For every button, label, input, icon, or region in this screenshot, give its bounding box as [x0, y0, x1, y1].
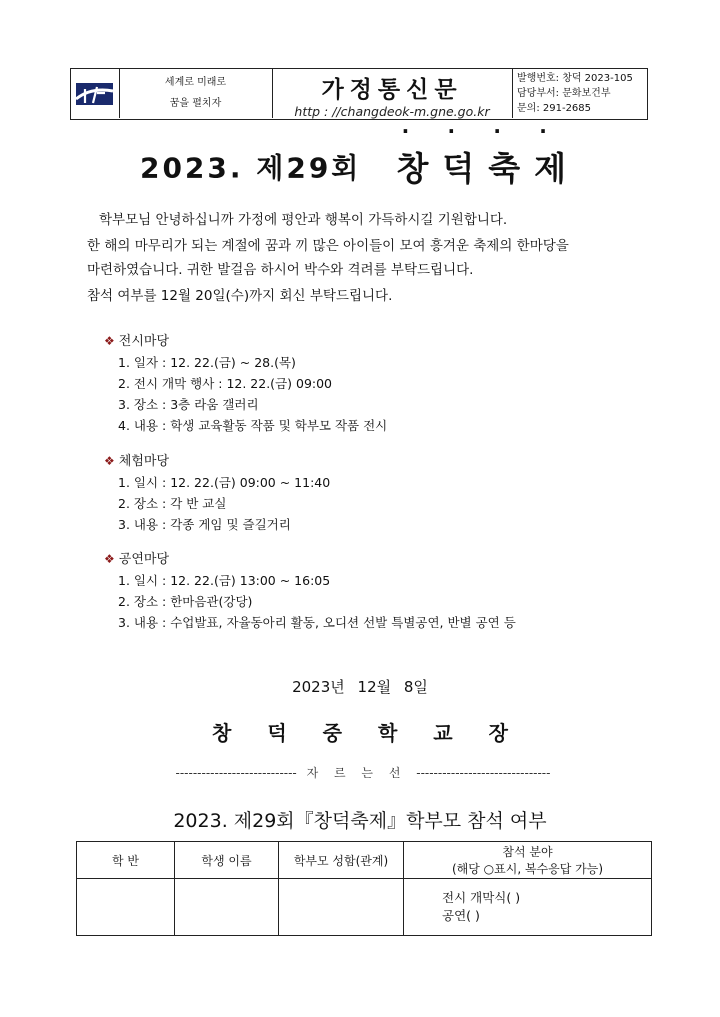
class-field[interactable]: [77, 879, 175, 936]
section-item: 2. 전시 개막 행사 : 12. 22.(금) 09:00: [118, 376, 333, 391]
slogan-cell: [119, 69, 273, 118]
header-class: 학 반: [77, 842, 175, 879]
table-row: [77, 879, 652, 936]
student-name-field[interactable]: [175, 879, 279, 936]
slogan-line-1: 세계로 미래로: [164, 77, 227, 88]
intro-line-3: 마련하였습니다. 귀한 발걸음 하시어 박수와 격려를 부탁드립니다.: [87, 262, 474, 278]
cut-line-text: 자 르 는 선: [306, 766, 407, 780]
reply-form-title: 2023. 제29회『창덕축제』학부모 참석 여부: [173, 810, 547, 832]
option-opening[interactable]: 전시 개막식( ): [442, 890, 521, 905]
festival-name: [396, 149, 580, 188]
header-parent: 학부모 성함(관계): [279, 842, 404, 879]
section-experience: [104, 451, 330, 535]
title-cell: [272, 69, 513, 118]
reply-table: [76, 841, 652, 936]
school-logo-icon: [71, 69, 119, 118]
issue-date: 2023년 12월 8일: [292, 678, 428, 696]
section-item: 3. 내용 : 각종 게임 및 즐길거리: [118, 517, 291, 532]
diamond-bullet-icon: ❖: [104, 454, 115, 468]
section-item: 1. 일자 : 12. 22.(금) ~ 28.(목): [118, 355, 296, 370]
diamond-bullet-icon: ❖: [104, 552, 115, 566]
diamond-bullet-icon: ❖: [104, 334, 115, 348]
principal-signature: 창덕중학교장: [212, 721, 544, 745]
newsletter-title: 가정통신문: [321, 77, 463, 103]
festival-char: 덕: [442, 149, 489, 188]
section-performance: [104, 549, 516, 633]
festival-char: 제: [534, 149, 581, 188]
section-exhibition: [104, 331, 387, 436]
header-attend-line2: (해당 ○표시, 복수응답 가능): [451, 862, 603, 876]
section-item: 1. 일시 : 12. 22.(금) 09:00 ~ 11:40: [118, 475, 331, 490]
main-title: [0, 143, 720, 190]
table-header-row: [77, 842, 652, 879]
logo-cell: [71, 69, 120, 118]
cut-line-dashes: ----------------------------: [175, 766, 297, 780]
parent-name-field[interactable]: [279, 879, 404, 936]
section-item: 4. 내용 : 학생 교육활동 작품 및 학부모 작품 전시: [118, 418, 388, 433]
cut-line: [78, 764, 648, 781]
header-attend-line1: 참석 분야: [502, 845, 553, 859]
title-prefix: 2023. 제29회: [139, 151, 362, 185]
section-item: 2. 장소 : 한마음관(강당): [118, 594, 253, 609]
intro-line-2: 한 해의 마무리가 되는 계절에 꿈과 끼 많은 아이들이 모여 흥겨운 축제의 한마당을: [87, 238, 569, 254]
cut-line-dashes: -------------------------------: [416, 766, 551, 780]
issue-info-cell: [512, 69, 647, 118]
section-item: 3. 장소 : 3층 라움 갤러리: [118, 397, 259, 412]
header-attend: [404, 842, 652, 879]
section-item: 2. 장소 : 각 반 교실: [118, 496, 227, 511]
section-heading: ❖ 체험마당: [104, 454, 169, 469]
slogan-line-2: 꿈을 펼치자: [169, 98, 222, 109]
school-url[interactable]: http : //changdeok-m.gne.go.kr: [294, 104, 490, 119]
festival-char: 축: [488, 149, 535, 188]
option-performance[interactable]: 공연( ): [442, 908, 480, 923]
section-heading: ❖ 전시마당: [104, 334, 169, 349]
intro-line-1: 학부모님 안녕하십니까 가정에 평안과 행복이 가득하시길 기원합니다.: [99, 212, 508, 228]
section-heading: ❖ 공연마당: [104, 552, 169, 567]
festival-char: 창: [396, 149, 443, 188]
intro-line-4: 참석 여부를 12월 20일(수)까지 회신 부탁드립니다.: [87, 288, 393, 304]
issue-number: 발행번호: 창덕 2023-105: [517, 73, 633, 84]
header-student: 학생 이름: [175, 842, 279, 879]
department: 담당부서: 문화보건부: [517, 88, 611, 99]
attend-options: [404, 879, 652, 936]
section-item: 1. 일시 : 12. 22.(금) 13:00 ~ 16:05: [118, 573, 331, 588]
contact: 문의: 291-2685: [517, 103, 592, 114]
header-box: [70, 68, 648, 120]
section-item: 3. 내용 : 수업발표, 자율동아리 활동, 오디션 선발 특별공연, 반별 공연 등: [118, 615, 516, 630]
